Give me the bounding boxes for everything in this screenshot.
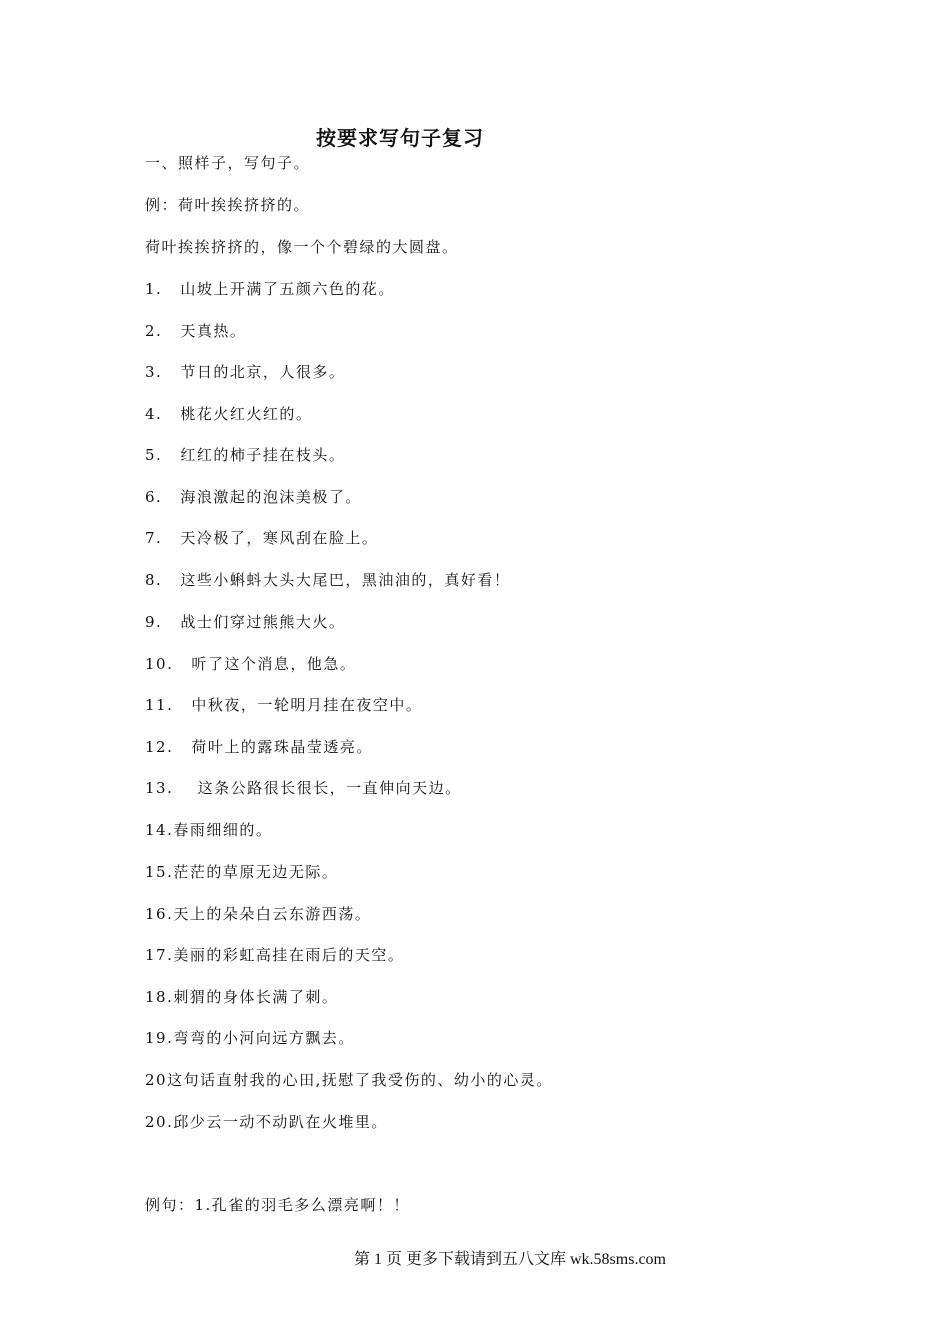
exercise-item	[145, 819, 272, 840]
exercise-item	[145, 1069, 553, 1090]
exercise-item	[145, 694, 422, 715]
exercise-number: 18.	[145, 988, 174, 1006]
exercise-text: 刺猬的身体长满了刺。	[173, 988, 339, 1006]
exercise-text: 弯弯的小河向远方飘去。	[173, 1029, 355, 1047]
exercise-item	[145, 569, 510, 590]
exercise-number: 19.	[145, 1029, 174, 1047]
exercise-number: 7.	[145, 529, 163, 547]
exercise-text: 春雨细细的。	[173, 821, 273, 839]
exercise-text: 茫茫的草原无边无际。	[173, 863, 339, 881]
exercise-item	[145, 1111, 388, 1132]
exercise-text: 节日的北京，人很多。	[180, 363, 346, 381]
exercise-number: 11.	[145, 696, 174, 714]
exercise-number: 3.	[145, 363, 163, 381]
exercise-number: 13.	[145, 779, 174, 797]
exercise-number: 20	[145, 1071, 168, 1089]
exercise-text: 天上的朵朵白云东游西荡。	[173, 905, 372, 923]
exercise-item	[145, 736, 373, 757]
section-heading: 一、照样子，写句子。	[145, 154, 311, 172]
exercise-item	[145, 653, 356, 674]
exercise-text: 桃花火红火红的。	[180, 405, 313, 423]
exercise-text: 邱少云一动不动趴在火堆里。	[173, 1113, 388, 1131]
example-label: 例：荷叶挨挨挤挤的。	[145, 196, 311, 214]
exercise-item	[145, 403, 312, 424]
exercise-item	[145, 611, 345, 632]
exercise-text: 这条公路很长很长，一直伸向天边。	[191, 779, 462, 797]
exercise-text: 美丽的彩虹高挂在雨后的天空。	[173, 946, 405, 964]
exercise-text: 山坡上开满了五颜六色的花。	[180, 280, 395, 298]
exercise-text: 战士们穿过熊熊大火。	[180, 613, 346, 631]
page-title: 按要求写句子复习	[316, 126, 484, 150]
exercise-number: 12.	[145, 738, 174, 756]
example-answer: 荷叶挨挨挤挤的，像一个个碧绿的大圆盘。	[145, 238, 459, 256]
exercise-item	[145, 320, 246, 341]
exercise-item	[145, 986, 338, 1007]
page-footer: 第 1 页 更多下载请到五八文库 wk.58sms.com	[353, 1251, 666, 1268]
exercise-number: 14.	[145, 821, 174, 839]
exercise-number: 8.	[145, 571, 163, 589]
exercise-item	[145, 1027, 355, 1048]
exercise-number: 1.	[145, 280, 163, 298]
exercise-number: 4.	[145, 405, 163, 423]
exercise-number: 15.	[145, 863, 174, 881]
exercise-item	[145, 861, 338, 882]
example-sentence: 例句：1.孔雀的羽毛多么漂亮啊！！	[145, 1196, 410, 1214]
exercise-text: 这些小蝌蚪大头大尾巴，黑油油的，真好看！	[180, 571, 511, 589]
exercise-text: 海浪激起的泡沫美极了。	[180, 488, 362, 506]
exercise-item	[145, 777, 462, 798]
exercise-number: 17.	[145, 946, 174, 964]
exercise-number: 9.	[145, 613, 163, 631]
exercise-number: 20.	[145, 1113, 174, 1131]
exercise-item	[145, 444, 345, 465]
exercise-text: 听了这个消息，他急。	[191, 655, 357, 673]
exercise-text: 这句话直射我的心田,抚慰了我受伤的、幼小的心灵。	[167, 1071, 553, 1089]
exercise-number: 6.	[145, 488, 163, 506]
exercise-text: 天冷极了，寒风刮在脸上。	[180, 529, 379, 547]
exercise-number: 10.	[145, 655, 174, 673]
exercise-item	[145, 361, 345, 382]
exercise-text: 荷叶上的露珠晶莹透亮。	[191, 738, 373, 756]
exercise-item	[145, 903, 371, 924]
exercise-text: 天真热。	[180, 322, 247, 340]
exercise-item	[145, 944, 404, 965]
exercise-number: 2.	[145, 322, 163, 340]
exercise-number: 5.	[145, 446, 163, 464]
exercise-item	[145, 486, 362, 507]
exercise-text: 红红的柿子挂在枝头。	[180, 446, 346, 464]
exercise-text: 中秋夜，一轮明月挂在夜空中。	[191, 696, 423, 714]
exercise-item	[145, 527, 378, 548]
exercise-number: 16.	[145, 905, 174, 923]
exercise-item	[145, 278, 395, 299]
